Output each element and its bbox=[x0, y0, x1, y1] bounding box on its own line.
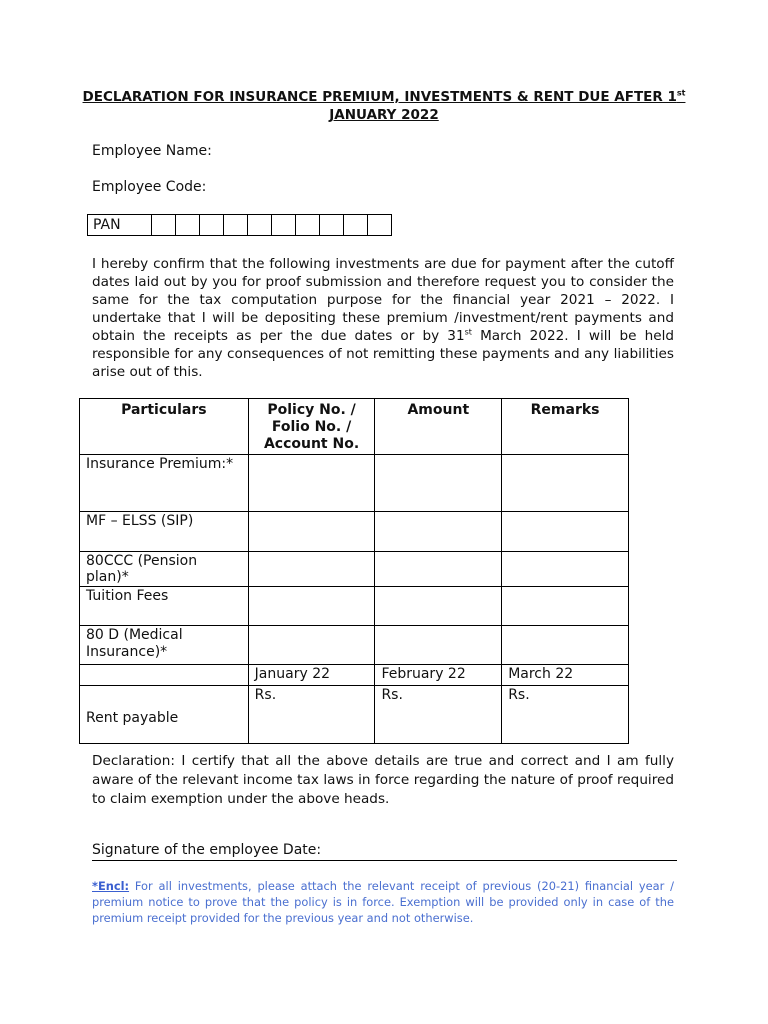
enclosure-label: *Encl: bbox=[92, 879, 130, 893]
empty-cell bbox=[80, 665, 249, 686]
employee-code-label: Employee Code: bbox=[92, 179, 207, 195]
month-mar: March 22 bbox=[502, 665, 629, 686]
row-label-pension: 80CCC (Pension plan)* bbox=[80, 552, 249, 587]
amount-cell[interactable] bbox=[375, 552, 502, 587]
policy-cell[interactable] bbox=[248, 455, 375, 512]
month-feb: February 22 bbox=[375, 665, 502, 686]
amount-cell[interactable] bbox=[375, 455, 502, 512]
amount-cell[interactable] bbox=[375, 512, 502, 552]
enclosure-text: For all investments, please attach the relevant receipt of previous (20-21) financial year / premium notice to prove that the policy is in force. Exemption will be provided only in case of the premium receipt provided for the previous year and not otherwise. bbox=[92, 879, 674, 925]
title-line1: DECLARATION FOR INSURANCE PREMIUM, INVESTMENTS & RENT DUE AFTER 1 bbox=[82, 89, 677, 105]
rent-mar-cell[interactable]: Rs. bbox=[502, 686, 629, 744]
rent-jan-cell[interactable]: Rs. bbox=[248, 686, 375, 744]
enclosure-note bbox=[92, 878, 674, 926]
declaration-text: Declaration: I certify that all the above details are true and correct and I am fully aware of the relevant income tax laws in force regarding the nature of proof required to claim exemption under the above heads. bbox=[92, 753, 674, 807]
policy-cell[interactable] bbox=[248, 512, 375, 552]
amount-cell[interactable] bbox=[375, 626, 502, 665]
document-title-line2: JANUARY 2022 bbox=[329, 107, 439, 123]
header-remarks: Remarks bbox=[502, 399, 629, 455]
table-row bbox=[80, 552, 629, 587]
row-label-mf: MF – ELSS (SIP) bbox=[80, 512, 249, 552]
remarks-cell[interactable] bbox=[502, 455, 629, 512]
rent-feb-cell[interactable]: Rs. bbox=[375, 686, 502, 744]
table-row bbox=[80, 587, 629, 626]
header-amount: Amount bbox=[375, 399, 502, 455]
row-label-insurance: Insurance Premium:* bbox=[80, 455, 249, 512]
row-label-medical: 80 D (Medical Insurance)* bbox=[80, 626, 249, 665]
pan-cell[interactable] bbox=[368, 215, 392, 236]
remarks-cell[interactable] bbox=[502, 512, 629, 552]
confirmation-paragraph bbox=[92, 255, 674, 381]
month-jan: January 22 bbox=[248, 665, 375, 686]
pan-cell[interactable] bbox=[248, 215, 272, 236]
signature-label: Signature of the employee Date: bbox=[92, 842, 322, 858]
pan-cell[interactable] bbox=[200, 215, 224, 236]
pan-cell[interactable] bbox=[320, 215, 344, 236]
policy-cell[interactable] bbox=[248, 552, 375, 587]
table-row-months bbox=[80, 665, 629, 686]
investments-table bbox=[79, 398, 629, 744]
table-row-rent bbox=[80, 686, 629, 744]
employee-name-label: Employee Name: bbox=[92, 143, 212, 159]
title-sup: st bbox=[676, 88, 686, 98]
policy-cell[interactable] bbox=[248, 587, 375, 626]
remarks-cell[interactable] bbox=[502, 552, 629, 587]
amount-cell[interactable] bbox=[375, 587, 502, 626]
pan-cell[interactable] bbox=[224, 215, 248, 236]
pan-grid bbox=[87, 214, 392, 236]
header-policy: Policy No. / Folio No. / Account No. bbox=[248, 399, 375, 455]
policy-cell[interactable] bbox=[248, 626, 375, 665]
pan-label: PAN bbox=[88, 215, 152, 236]
table-row bbox=[80, 512, 629, 552]
row-label-rent: Rent payable bbox=[80, 686, 249, 744]
table-row bbox=[80, 626, 629, 665]
table-row bbox=[80, 455, 629, 512]
document-title bbox=[60, 88, 708, 106]
header-particulars: Particulars bbox=[80, 399, 249, 455]
row-label-tuition: Tuition Fees bbox=[80, 587, 249, 626]
remarks-cell[interactable] bbox=[502, 626, 629, 665]
paragraph-part1: I hereby confirm that the following investments are due for payment after the cutoff dates laid out by you for proof submission and therefore request you to consider the same for the tax computation purpose for the financial year 2021 – 2022. I undertake that I will be depositing these premium /investment/rent payments and obtain the receipts as per the due dates or by 31 bbox=[92, 256, 674, 344]
pan-cell[interactable] bbox=[272, 215, 296, 236]
remarks-cell[interactable] bbox=[502, 587, 629, 626]
pan-cell[interactable] bbox=[176, 215, 200, 236]
signature-line[interactable] bbox=[92, 842, 677, 861]
paragraph-sup: st bbox=[464, 327, 472, 337]
pan-cell[interactable] bbox=[152, 215, 176, 236]
paragraph-part2: March 2022. I will be held responsible for any consequences of not remitting these payments and any liabilities arise out of this. bbox=[92, 328, 674, 380]
pan-cell[interactable] bbox=[296, 215, 320, 236]
pan-cell[interactable] bbox=[344, 215, 368, 236]
table-header-row bbox=[80, 399, 629, 455]
